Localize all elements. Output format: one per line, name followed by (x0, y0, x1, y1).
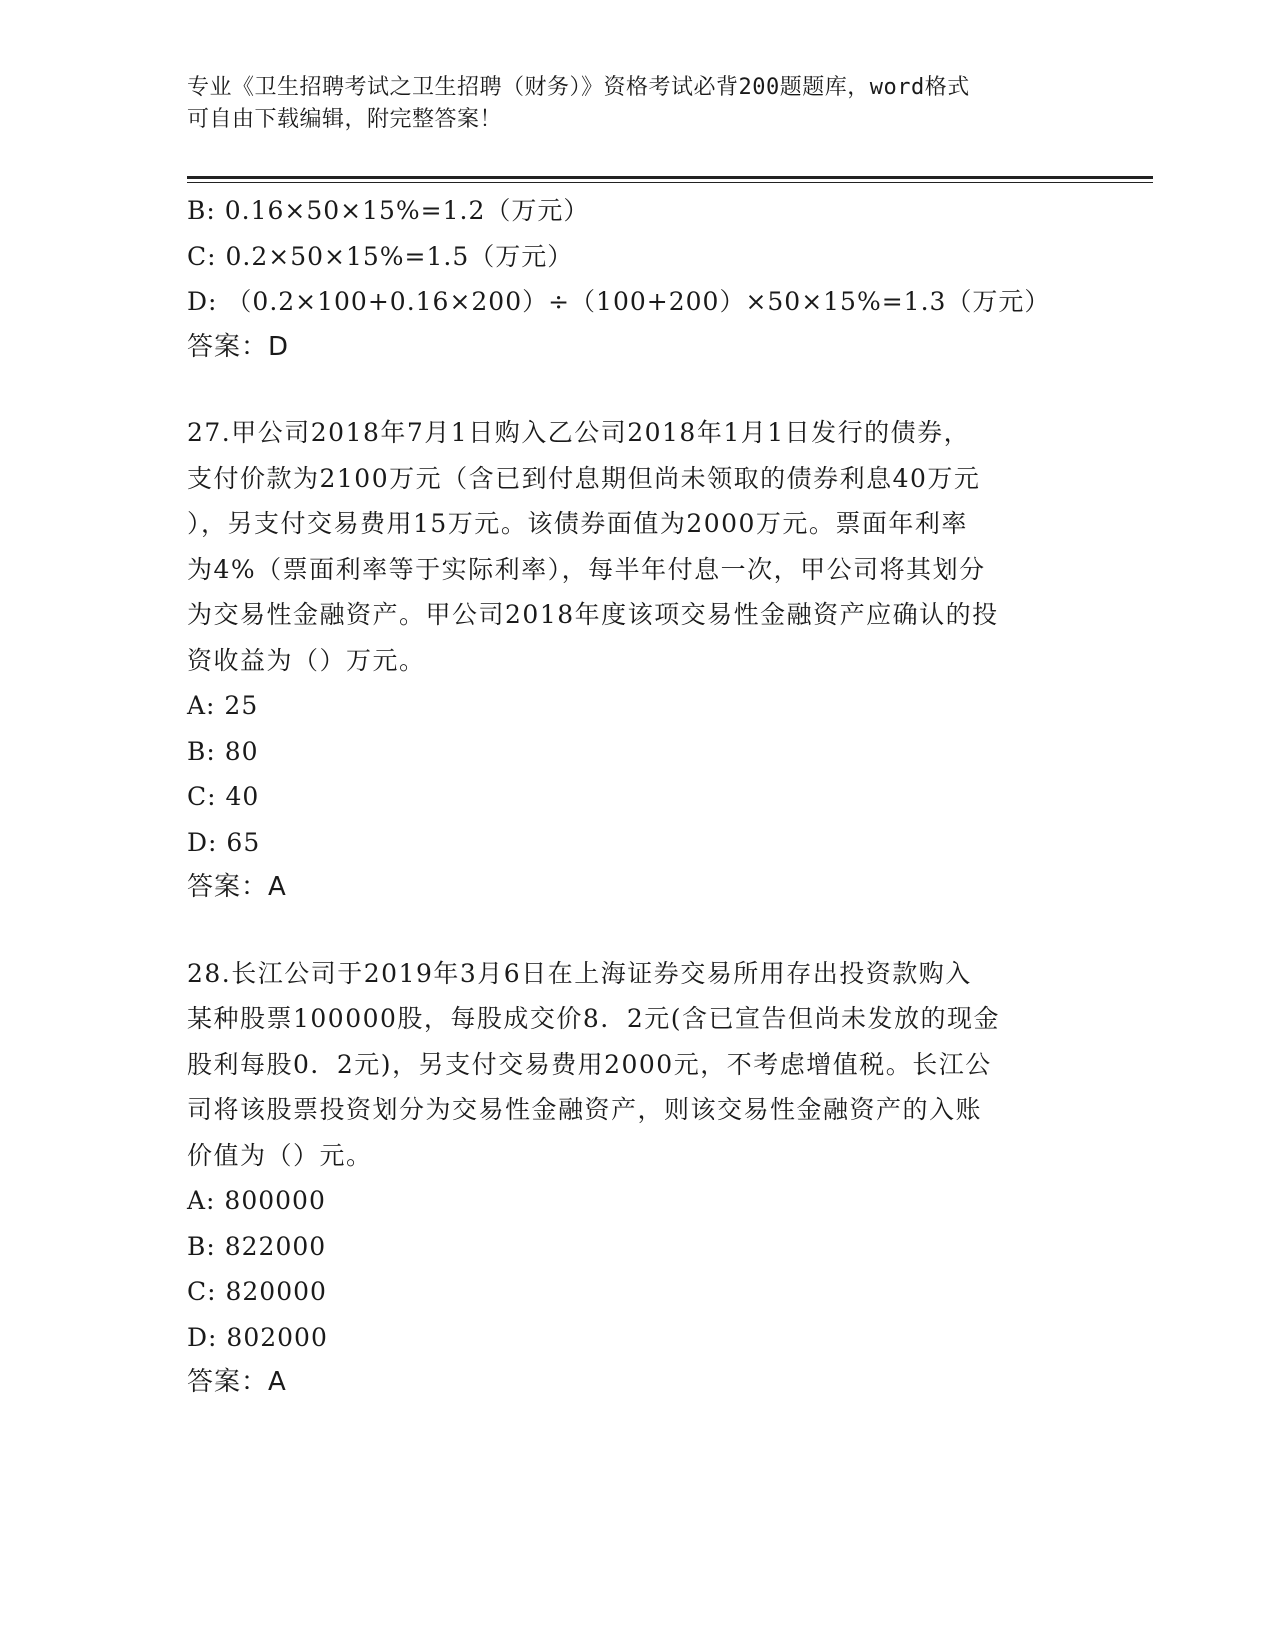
question-text-line: 支付价款为2100万元（含已到付息期但尚未领取的债券利息40万元 (187, 463, 981, 493)
page-header (187, 72, 1067, 136)
option-a: A: 25 (187, 691, 259, 720)
previous-question-tail (187, 188, 1087, 370)
option-b: B: 822000 (187, 1231, 327, 1261)
option-a: A: 800000 (187, 1186, 326, 1215)
option-b: B: 80 (187, 736, 259, 766)
question-text-line: ），另支付交易费用15万元。该债券面值为2000万元。票面年利率 (187, 509, 968, 538)
question-27 (187, 410, 1087, 911)
header-line-1: 专业《卫生招聘考试之卫生招聘（财务）》资格考试必背200题题库，word格式 (187, 75, 970, 100)
answer-line: 答案：D (187, 331, 290, 362)
option-d: D: （0.2×100+0.16×200）÷（100+200）×50×15%=1.3（万元） (187, 287, 1051, 316)
question-28 (187, 951, 1087, 1406)
document-body (187, 188, 1087, 1406)
question-text-line: 为4%（票面利率等于实际利率），每半年付息一次，甲公司将其划分 (187, 554, 986, 584)
header-line-2: 可自由下载编辑，附完整答案！ (187, 107, 503, 132)
question-text-line: 27.甲公司2018年7月1日购入乙公司2018年1月1日发行的债券， (187, 418, 971, 447)
question-text-line: 28.长江公司于2019年3月6日在上海证券交易所用存出投资款购入 (187, 958, 972, 988)
option-b: B: 0.16×50×15%=1.2（万元） (187, 196, 590, 225)
option-d: D: 802000 (187, 1322, 328, 1352)
question-text-line: 司将该股票投资划分为交易性金融资产，则该交易性金融资产的入账 (187, 1095, 983, 1124)
question-text-line: 价值为（）元。 (187, 1140, 373, 1170)
header-divider-thin (187, 182, 1153, 183)
question-text (187, 951, 1087, 1179)
question-text-line: 某种股票100000股，每股成交价8．2元(含已宣告但尚未发放的现金 (187, 1004, 1001, 1033)
header-divider-thick (187, 176, 1153, 179)
question-text-line: 资收益为（）万元。 (187, 645, 426, 675)
question-text-line: 股利每股0．2元)，另支付交易费用2000元，不考虑增值税。长江公 (187, 1049, 992, 1079)
option-c: C: 40 (187, 782, 260, 811)
option-c: C: 0.2×50×15%=1.5（万元） (187, 241, 574, 271)
answer-line: 答案：A (187, 1367, 287, 1397)
answer-line: 答案：A (187, 872, 287, 902)
question-text-line: 为交易性金融资产。甲公司2018年度该项交易性金融资产应确认的投 (187, 600, 999, 629)
option-d: D: 65 (187, 827, 261, 857)
option-c: C: 820000 (187, 1277, 327, 1306)
question-text (187, 410, 1087, 683)
